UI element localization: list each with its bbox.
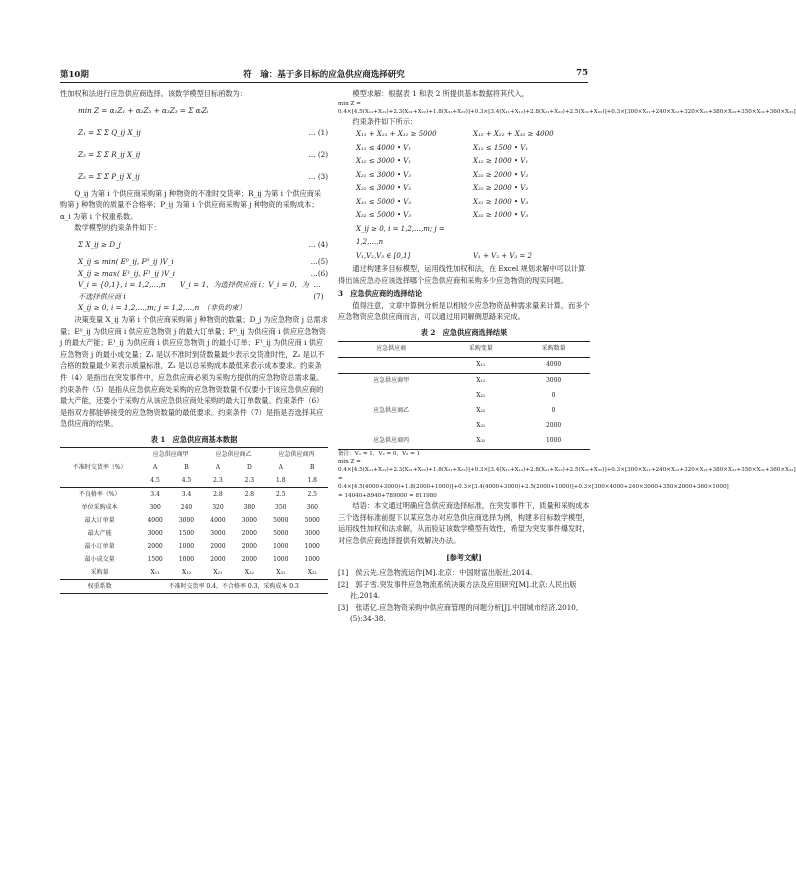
table-1-cell: 2.5 (265, 488, 296, 502)
table-1-cell: 3000 (304, 530, 320, 538)
table-row (60, 501, 328, 514)
table-1-cell: 2.8 (202, 488, 233, 502)
table-2-head (338, 341, 590, 357)
constraint-item: X₁₂ ≥ 1000 • V₁ (473, 157, 529, 165)
table-2-cell: X₃₂ (444, 434, 517, 450)
table-1-row-name: 最大订单量 (84, 517, 115, 525)
constraint-item: X₃₁ ≥ 1000 • V₃ (473, 197, 529, 206)
running-title: 符 瑜：基于多目标的应急供应商选择研究 (243, 70, 405, 80)
left-column (60, 88, 328, 594)
table-1-cell: 4000 (147, 517, 163, 525)
table-1-cell: 1000 (178, 543, 195, 551)
eq-6 (60, 268, 328, 280)
table-1-cell: X₂₁ (202, 566, 233, 580)
table-1-cell: 1.8 (265, 474, 296, 488)
table-1-cell: 240 (180, 504, 193, 512)
table-1-cell: 1000 (273, 556, 289, 564)
eq-1-number: … (1) (308, 127, 328, 137)
eq-3-number: … (3) (308, 171, 328, 181)
solve-text: 通过构建多目标模型，运用线性加权和法，在 Excel 规划求解中可以计算得出该应急办应该选择哪个应急供应商和采购多少应急物资的现实问题。 (338, 264, 586, 285)
table-2-cell: 0 (551, 407, 556, 415)
table-1-cell: 4000 (210, 517, 226, 525)
reference-3: [3] 张诺亿.应急物资采购中供应商管理的问题分析[J].中国城市经济,2010,(5):34-38. (338, 602, 579, 624)
table-1-cell: 300 (149, 504, 161, 512)
table-1-cell: 380 (243, 504, 256, 512)
table-1-footer: 不准时交货率 0.4，不合格率 0.3，采购成本 0.3 (139, 580, 328, 594)
model-solve-intro: 模型求解：根据表 1 和表 2 所提供基本数据将其代入， (352, 89, 529, 98)
table-1-cell: 3000 (210, 530, 226, 538)
table-1-cell: 4.5 (171, 474, 202, 488)
table-2-cell: 应急供应商丙 (338, 434, 444, 450)
table-1 (60, 447, 328, 594)
eq-7-text: V_i = {0,1}, i = 1,2,…,n V_i = 1，为选择供应商 i；V_i = 0，为不选择供应商 i (78, 280, 309, 301)
right-column (338, 88, 796, 625)
table-row (60, 527, 328, 540)
table-1-cell: 2000 (241, 556, 257, 564)
table-1-col: A (152, 464, 158, 472)
constraint-item: X₃₂ ≥ 1000 • V₃ (473, 211, 529, 219)
table-2-cell: X₂₂ (476, 407, 486, 415)
objective-text: min Z = α₁Z₁ + α₂Z₂ + α₃Z₃ = Σ αᵢZᵢ (78, 105, 209, 115)
table-1-footer-row (60, 580, 328, 594)
constraint-item: X₂₂ ≥ 2000 • V₂ (473, 170, 529, 179)
constraint-item: X₂₂ ≥ 2000 • V₂ (473, 184, 529, 192)
constraint-item (473, 223, 590, 250)
constraint-item: X₁₂ ≤ 3000 • V₁ (356, 157, 412, 165)
constraint-item: X₃₁ ≤ 5000 • V₃ (356, 197, 412, 206)
constraint-item: X₁₁ + X₂₁ + X₃₁ ≥ 5000 (356, 130, 437, 138)
table-1-cell: 1000 (178, 556, 195, 564)
table-2-cell: X₂₁ (476, 392, 486, 400)
eq-3 (60, 166, 328, 188)
table-2-body (338, 357, 590, 449)
reference-2: [2] 郭子雪.突发事件应急物流系统决策方法及应用研究[M].北京:人民出版社,2014. (338, 579, 577, 601)
table-2-calc: min Z = 0.4×[4.5(X₁₁+X₁₂)+2.3(X₂₁+X₂₂)+1.8(X₃₁+X₃₂)]+0.3×[3.4(X₁₁+X₁₂)+2.8(X₂₁+X₂₂)+2.5(X₃₁+X₃₂)]+0.3×[300×X₁₁+240×X₁₂+320×X₂₁+380×X₂₂+350×X₃₁+360×X₃₂] = 0.4×[4.5(4000+3000)+1.8(2000+1000)]+0.3×[3.4(4000+3000)+2.5(2000+1000)]+0.3×[300×4000+240×3000+350×2000+360×1000] = 14040+8940+789000 = 811980 (338, 458, 796, 499)
table-2-cell: X₁₂ (476, 377, 486, 385)
table-row (338, 419, 590, 434)
eq-2 (60, 144, 328, 166)
table-row (338, 357, 590, 373)
table-1-cell: 5000 (273, 517, 289, 525)
table-1-cell: 350 (275, 504, 287, 512)
table-1-body (60, 488, 328, 580)
table-1-cell: 1.8 (296, 474, 328, 488)
table-row (60, 514, 328, 527)
eq-7 (60, 279, 328, 302)
constraints-intro: 数学模型的约束条件如下： (74, 223, 161, 233)
constraint-item: X₁₂ + X₂₂ + X₃₂ ≥ 4000 (473, 130, 554, 138)
table-1-cell: X₁₁ (139, 566, 170, 580)
table-2-cell: X₁₁ (444, 357, 517, 373)
table-1-row-label: 不准时交货率（%） (60, 448, 139, 488)
table-2-note: 备注：V₁ = 1，V₂ = 0，V₃ = 1 (338, 450, 421, 457)
table-2-cell: 4000 (517, 357, 590, 373)
table-2-cell: 应急供应商甲 (373, 377, 410, 385)
table-1-cell: 4.5 (139, 474, 170, 488)
eq-4-number: … (4) (308, 240, 328, 250)
table-1-col: B (184, 464, 189, 472)
table-1-cell: 1500 (147, 556, 163, 564)
eq-1 (60, 122, 328, 144)
eq-4-text: Σ X_ij ≥ D_j (78, 240, 121, 250)
objective-substituted: min Z = 0.4×[4.5(X₁₁+X₁₂)+2.3(X₂₁+X₂₂)+1.8(X₃₁+X₃₂)]+0.3×[3.4(X₁₁+X₁₂)+2.8(X₂₁+X₂₂)+2.5(X₃₁+X₃₂)]+0.3×[300×X₁₁+240×X₁₂+320×X₂₁+380×X₂₂+350×X₃₁+360×X₃₂] (338, 100, 796, 115)
constraints-head: 约束条件如下所示： (352, 117, 418, 127)
table-row (60, 488, 328, 502)
table-1-cell: X₂₂ (234, 566, 265, 580)
table-1-cell: 1000 (273, 543, 289, 551)
table-1-cell: 2.3 (234, 474, 265, 488)
table-1-cell: 320 (212, 504, 224, 512)
table-1-col: A (278, 464, 283, 472)
table-1-cell: 2.8 (234, 488, 265, 502)
eq-8-text: X_ij ≥ 0, i = 1,2,…,m; j = 1,2,…,n （非负约束） (78, 303, 246, 313)
table-1-row-name: 最大产能 (87, 530, 112, 538)
constraint-item: X₃₂ ≤ 5000 • V₃ (356, 211, 412, 219)
table-1-cell: 1000 (304, 543, 320, 551)
table-1-col: B (310, 464, 315, 472)
definitions-2: 决策变量 X_ij 为第 i 个供应商采购第 j 种物资的数量；D_j 为应急物资 j 总需求量；E⁰_ij 为供应商 i 供应应急物资 j 的最大订单量；F⁰_ij 为供应商 i 供应应急物资 j 的最大产能；E¹_ij 为供应商 i 供应应急物资 j 的最小订单；F¹_ij 为供应商 i 供应应急物资 j 的最小成交量；Z₁ 是以不准时到货数量最少表示交货准时性，Z₂ 是以不合格的数量最少来表示质量标准，Z₃ 是以总采购成本最低来表示成本要求。约束条件（4）是指出在突发事件中，应急供应商必须为采购方提供的应急物资总需求量。约束条件（5）是指从应急供应商处采购的应急物资数量不仅要小于该应急供应商的最大产能，还要小于采购方从该应急供应商处采购的最大订单数量。约束条件（6）是指双方都能够接受的应急物资数量的最低要求。约束条件（7）是指是否选择其应急供应商的结果。 (60, 314, 328, 429)
reference-1: [1] 侯云先.应急物流运作[M].北京：中国财富出版社,2014. (338, 567, 533, 577)
section-3-heading: 3 应急供应商的选择结论 (338, 289, 423, 299)
table-2-caption: 表 2 应急供应商选择结果 (420, 327, 508, 337)
eq-2-number: … (2) (308, 149, 328, 159)
table-1-caption: 表 1 应急供应商基本数据 (150, 434, 238, 444)
table-2-cell (338, 389, 444, 404)
table-1-cell: 360 (306, 504, 318, 512)
table-row (60, 566, 328, 580)
table-row (60, 553, 328, 566)
eq-4 (60, 234, 328, 256)
objective-eq (60, 100, 328, 122)
table-2-cell (338, 419, 444, 434)
intro-text: 性加权和法进行应急供应商选择。该数学模型目标函数为： (60, 89, 247, 98)
constraint-item: X₁₂ ≤ 1500 • V₁ (473, 143, 529, 152)
eq-8 (60, 302, 328, 314)
table-1-row-name: 采购量 (60, 566, 139, 580)
table-2-header: 应急供应商 (338, 341, 444, 357)
eq-7-number: …(7) (313, 280, 324, 301)
table-2-cell: 3000 (545, 377, 562, 385)
table-1-cell: 3.4 (171, 488, 202, 502)
table-row (338, 373, 590, 389)
section-3-text: 值得注意，文章中算例分析是以相较少应急物资品种需求量来计算，而多个应急物资应急供应商而言，可以通过用同解侧思路来完成。 (338, 300, 590, 322)
table-1-row-name: 不良格率（%） (60, 488, 139, 502)
table-1-cell: 2000 (147, 543, 163, 551)
page-number: 75 (576, 68, 588, 78)
table-2-cell: X₃₁ (476, 422, 486, 430)
table-1-row-name: 单位采购成本 (81, 504, 118, 512)
table-1-cell: 1000 (304, 556, 320, 564)
table-row (60, 540, 328, 553)
table-1-col: A (215, 464, 221, 472)
table-1-cell: 3000 (241, 517, 257, 525)
table-1-cell: 3000 (178, 517, 195, 525)
eq-5-text: X_ij ≤ min( E⁰_ij, F⁰_ij )V_i (78, 256, 174, 266)
table-2-cell: 2000 (545, 422, 562, 430)
table-2-cell (338, 357, 444, 373)
eq-6-text: X_ij ≥ max( E¹_ij, F¹_ij )V_i (78, 268, 176, 278)
table-row (338, 389, 590, 404)
table-1-cell: 2000 (241, 543, 257, 551)
table-1-cell: X₁₂ (171, 566, 202, 580)
table-2-cell: 0 (551, 392, 556, 400)
table-row (338, 434, 590, 450)
eq-3-text: Z₃ = Σ Σ P_ij X_ij (78, 171, 140, 181)
eq-2-text: Z₂ = Σ Σ R_ij X_ij (78, 149, 141, 159)
table-1-row-name: 最小成交量 (84, 556, 115, 564)
table-1-cell: 3.4 (139, 488, 170, 502)
table-1-cell: 1500 (178, 530, 195, 538)
eq-5-number: …(5) (310, 256, 328, 266)
table-1-cell: 2000 (241, 530, 257, 538)
constraint-item: V₁ + V₂ + V₃ = 2 (473, 251, 532, 260)
table-1-group: 应急供应商甲 (139, 448, 202, 462)
table-1-cell: X₃₁ (265, 566, 296, 580)
constraint-item: X₁₁ ≤ 4000 • V₁ (356, 143, 412, 152)
constraint-item: V₁,V₂,V₃ ∈ [0,1] (356, 251, 411, 260)
table-1-cell: 2.3 (202, 474, 233, 488)
table-2-header: 采购数量 (517, 341, 590, 357)
table-1-col: D (246, 464, 252, 472)
table-1-group: 应急供应商丙 (265, 448, 328, 462)
table-1-cell: 5000 (273, 530, 289, 538)
table-1-group: 应急供应商乙 (202, 448, 265, 462)
table-1-row-name: 最小订单量 (84, 543, 115, 551)
definitions-1: Q_ij 为第 i 个供应商采购第 j 种物资的不准时交货率；R_ij 为第 i 个供应商采购第 j 种物资的质量不合格率；P_ij 为第 i 个供应商采购第 j 种物资的采购成本；α_i 为第 i 个权重系数。 (60, 188, 322, 221)
constraint-item: X₂₁ ≤ 3000 • V₂ (356, 170, 412, 179)
constraints-grid (338, 128, 590, 263)
table-1-cell: X₃₂ (296, 566, 328, 580)
issue-number: 第10期 (60, 70, 89, 80)
table-row (338, 404, 590, 419)
eq-1-text: Z₁ = Σ Σ Q_ij X_ij (78, 127, 141, 137)
table-1-cell: 5000 (304, 517, 320, 525)
running-header (60, 66, 588, 83)
table-1-cell: 2.5 (296, 488, 328, 502)
constraint-item: X_ij ≥ 0, i = 1,2,…,m; j = 1,2,…,n (356, 224, 445, 246)
conclusion: 结语：本文通过明确应急供应商选择标准，在突发事件下，质量和采购成本三个选择标准前提下以某应急办对应急供应商选择为例，构建多目标数学模型，运用线性加权和法求解，从而验证该数学模型有效性，希望为突发事件爆发时，对应急供应商选择提供有效解决办法。 (338, 501, 590, 545)
table-2-header: 采购变量 (444, 341, 517, 357)
table-2 (338, 341, 590, 450)
table-2-cell: 应急供应商乙 (373, 407, 410, 415)
eq-6-number: …(6) (310, 268, 328, 278)
table-1-cell: 2000 (210, 543, 226, 551)
table-2-cell: 1000 (517, 434, 590, 450)
table-1-cell: 2000 (210, 556, 226, 564)
references-heading: [参考文献] (446, 553, 482, 563)
table-1-group-row (60, 448, 328, 462)
table-1-footer-label: 权重系数 (60, 580, 139, 594)
constraint-item: X₂₂ ≤ 3000 • V₂ (356, 184, 412, 192)
table-1-cell: 3000 (147, 530, 163, 538)
eq-5 (60, 256, 328, 268)
